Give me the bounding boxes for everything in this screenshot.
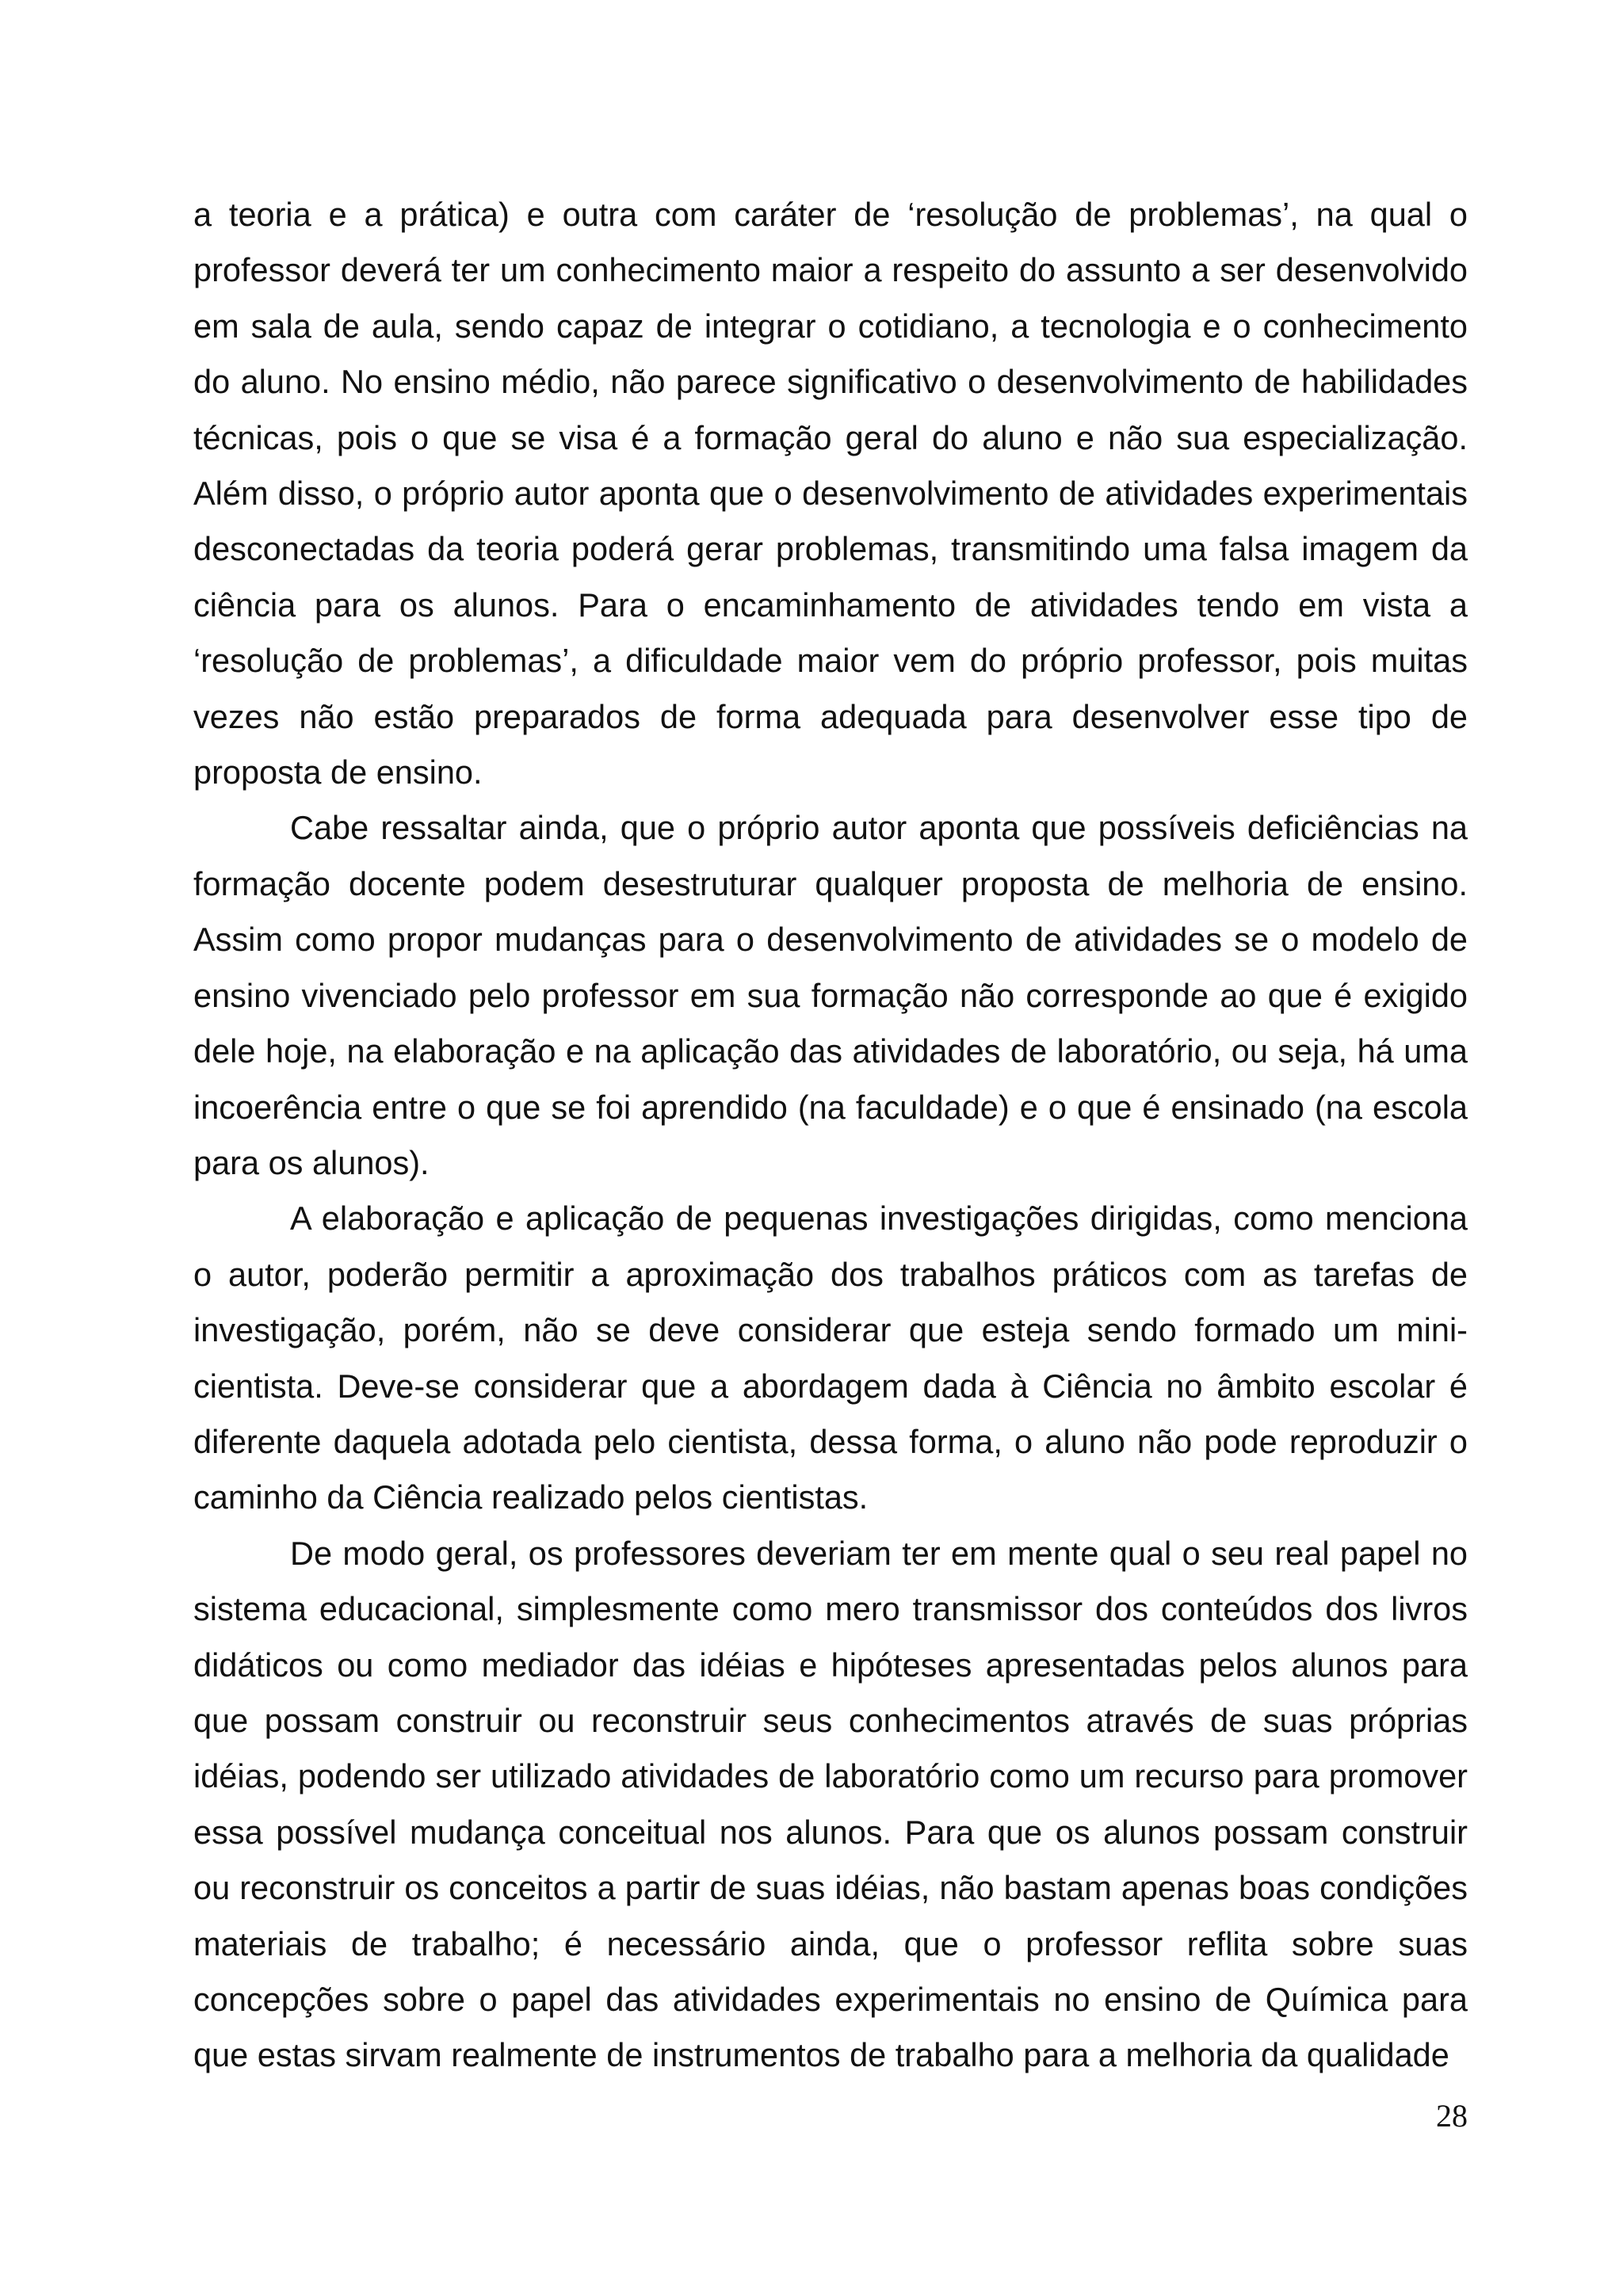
paragraph: Cabe ressaltar ainda, que o próprio autor aponta que possíveis deficiências na formação docente podem desestruturar qualquer proposta de melhoria de ensino. Assim como propor mudanças para o desenvolvimento de atividades se o modelo de ensino vivenciado pelo professor em sua formação não corresponde ao que é exigido dele hoje, na elaboração e na aplicação das atividades de laboratório, ou seja, há uma incoerência entre o que se foi aprendido (na faculdade) e o que é ensinado (na escola para os alunos). [193, 809, 1468, 1181]
body-text [193, 187, 1468, 2084]
page-number: 28 [1436, 2098, 1468, 2134]
paragraph-continuation: a teoria e a prática) e outra com caráter de ‘resolução de problemas’, na qual o professor deverá ter um conhecimento maior a respeito do assunto a ser desenvolvido em sala de aula, sendo capaz de integrar o cotidiano, a tecnologia e o conhecimento do aluno. No ensino médio, não parece significativo o desenvolvimento de habilidades técnicas, pois o que se visa é a formação geral do aluno e não sua especialização. Além disso, o próprio autor aponta que o desenvolvimento de atividades experimentais desconectadas da teoria poderá gerar problemas, transmitindo uma falsa imagem da ciência para os alunos. Para o encaminhamento de atividades tendo em vista a ‘resolução de problemas’, a dificuldade maior vem do próprio professor, pois muitas vezes não estão preparados de forma adequada para desenvolver esse tipo de proposta de ensino. [193, 196, 1468, 791]
paragraph: A elaboração e aplicação de pequenas investigações dirigidas, como menciona o autor, poderão permitir a aproximação dos trabalhos práticos com as tarefas de investigação, porém, não se deve considerar que esteja sendo formado um mini-cientista. Deve-se considerar que a abordagem dada à Ciência no âmbito escolar é diferente daquela adotada pelo cientista, dessa forma, o aluno não pode reproduzir o caminho da Ciência realizado pelos cientistas. [193, 1199, 1468, 1516]
paragraph: De modo geral, os professores deveriam ter em mente qual o seu real papel no sistema educacional, simplesmente como mero transmissor dos conteúdos dos livros didáticos ou como mediador das idéias e hipóteses apresentadas pelos alunos para que possam construir ou reconstruir seus conhecimentos através de suas próprias idéias, podendo ser utilizado atividades de laboratório como um recurso para promover essa possível mudança conceitual nos alunos. Para que os alunos possam construir ou reconstruir os conceitos a partir de suas idéias, não bastam apenas boas condições materiais de trabalho; é necessário ainda, que o professor reflita sobre suas concepções sobre o papel das atividades experimentais no ensino de Química para que estas sirvam realmente de instrumentos de trabalho para a melhoria da qualidade [193, 1534, 1468, 2074]
